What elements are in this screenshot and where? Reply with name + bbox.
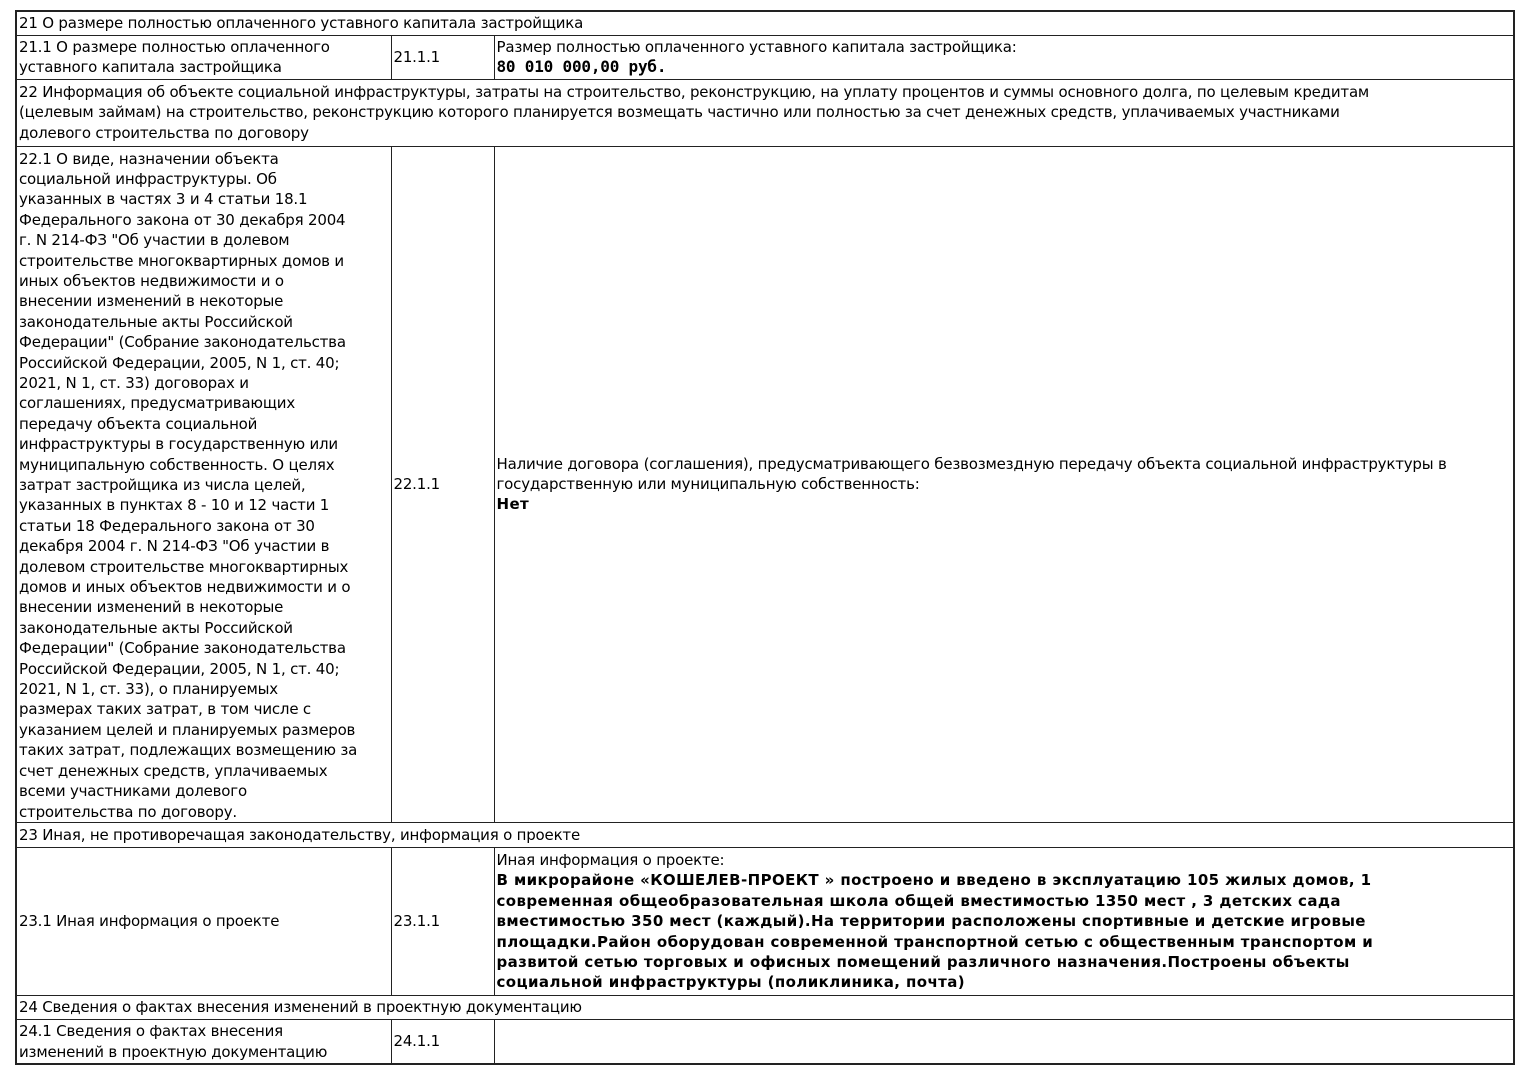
row-code: 21.1.1: [391, 35, 494, 79]
project-info-value: В микрорайоне «КОШЕЛЕВ-ПРОЕКТ » построено и введено в эксплуатацию 105 жилых домов, 1 современная общеобразовательная школа общей вместимостью 1350 мест , 3 детских сада вместимостью 350 мест (каждый).На территории расположены спортивные и детские игровые площадки.Район оборудован современной транспортной сетью с общественным транспортом и развитой сетью торговых и офисных помещений различного назначения.Построены объекты социальной инфраструктуры (поликлиника, почта): [496, 871, 1374, 992]
row-value-cell: [494, 847, 1514, 995]
row-label: 21.1 О размере полностью оплаченного уставного капитала застройщика: [16, 35, 391, 79]
row-value-cell: [494, 1019, 1514, 1064]
section-header-24: [16, 995, 1514, 1019]
agreement-value: Нет: [496, 495, 530, 514]
row-code: 24.1.1: [391, 1019, 494, 1064]
table-row: [16, 35, 1514, 79]
row-code: 22.1.1: [391, 146, 494, 822]
section-title: 23 Иная, не противоречащая законодательству, информация о проекте: [16, 822, 1514, 847]
section-title: 21 О размере полностью оплаченного уставного капитала застройщика: [16, 11, 1514, 35]
table-row: [16, 1019, 1514, 1064]
row-value-cell: [494, 35, 1514, 79]
disclosure-table: [15, 10, 1515, 1065]
value-caption: Размер полностью оплаченного уставного капитала застройщика:: [496, 37, 1017, 56]
row-label: 24.1 Сведения о фактах внесения изменений в проектную документацию: [16, 1019, 391, 1064]
value-caption: Наличие договора (соглашения), предусматривающего безвозмездную передачу объекта социальной инфраструктуры в государственную или муниципальную собственность:: [496, 454, 1447, 493]
table-row: [16, 847, 1514, 995]
capital-value: 80 010 000,00 руб.: [496, 57, 667, 76]
value-caption: Иная информация о проекте:: [496, 850, 725, 869]
section-title: 24 Сведения о фактах внесения изменений в проектную документацию: [16, 995, 1514, 1019]
table-row: [16, 146, 1514, 822]
row-code: 23.1.1: [391, 847, 494, 995]
section-header-22: [16, 79, 1514, 146]
row-label: 23.1 Иная информация о проекте: [16, 847, 391, 995]
section-header-21: [16, 11, 1514, 35]
row-label: 22.1 О виде, назначении объекта социальной инфраструктуры. Об указанных в частях 3 и 4 статьи 18.1 Федерального закона от 30 декабря 2004 г. N 214-ФЗ "Об участии в долевом строительстве многоквартирных домов и иных объектов недвижимости и о внесении изменений в некоторые законодательные акты Российской Федерации" (Собрание законодательства Российской Федерации, 2005, N 1, ст. 40; 2021, N 1, ст. 33) договорах и соглашениях, предусматривающих передачу объекта социальной инфраструктуры в государственную или муниципальную собственность. О целях затрат застройщика из числа целей, указанных в пунктах 8 - 10 и 12 части 1 статьи 18 Федерального закона от 30 декабря 2004 г. N 214-ФЗ "Об участии в долевом строительстве многоквартирных домов и иных объектов недвижимости и о внесении изменений в некоторые законодательные акты Российской Федерации" (Собрание законодательства Российской Федерации, 2005, N 1, ст. 40; 2021, N 1, ст. 33), о планируемых размерах таких затрат, в том числе с указанием целей и планируемых размеров таких затрат, подлежащих возмещению за счет денежных средств, уплачиваемых всеми участниками долевого строительства по договору.: [16, 146, 391, 822]
row-value-cell: [494, 146, 1514, 822]
section-title: 22 Информация об объекте социальной инфраструктуры, затраты на строительство, реконструкцию, на уплату процентов и суммы основного долга, по целевым кредитам (целевым займам) на строительство, реконструкцию которого планируется возмещать частично или полностью за счет денежных средств, уплачиваемых участниками долевого строительства по договору: [16, 79, 1514, 146]
section-header-23: [16, 822, 1514, 847]
